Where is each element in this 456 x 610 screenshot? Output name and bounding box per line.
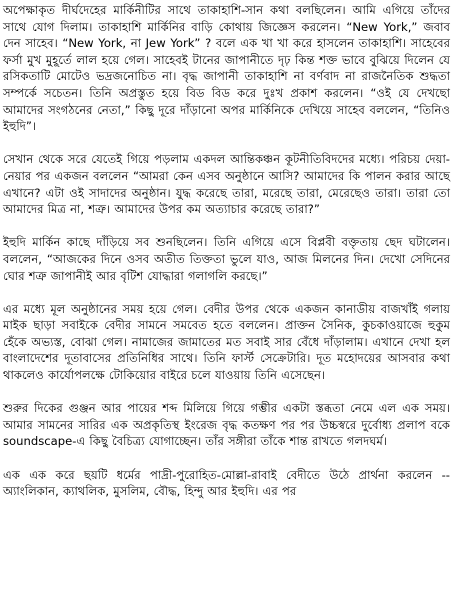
paragraph-2: সেখান থেকে সরে যেতেই গিয়ে পড়লাম একদল আন্তিকঞ্চন কূটনীতিবিদদের মধ্যে। পরিচয় দেয়া-নেয়ার পর একজন বললেন “আমরা কেন এসব অনুষ্ঠানে আসি? আমাদের কি পালন করার আছে এখানে? এটা ওই সাদাদের অনুষ্ঠান। যুদ্ধ করেছে তারা, মরেছে তারা, মেরেছেও তারা। তারা তো আমাদের মিত্র না, শত্রু। আমাদের উপর কম অত্যাচার করেছে তারা?” [3, 152, 450, 217]
paragraph-1: অপেক্ষাকৃত দীর্ঘদেহের মার্কিনীটির সাথে তাকাহাশি-সান কথা বলছিলেন। আমি এগিয়ে তাঁদের সাথে যোগ দিলাম। তাকাহাশি মার্কিনির বাড়ি কোথায় জিজ্ঞেস করলেন। “New York,” জবাব দেন সাহেব। “New York, না Jew York” ? বলে এক খা খা করে হাসলেন তাকাহাশি। সাহেবের ফর্সা মুখ মুহূর্তে লাল হয়ে গেল। সাহেবই টানের জাপানীতে দৃঢ় কিন্ত শক্ত ভাবে বুঝিয়ে দিলেন যে রসিকতাটি মোটেও ভদ্রজনোচিত না। বৃদ্ধ জাপানী তাকাহাশি না বর্ণবাদ না রাজনৈতিক শুদ্ধতা সম্পর্কে সচেতন। তিনি অপ্রস্তুত হয়ে বিড বিড করে দুঃখ প্রকাশ করলেন। “ওই যে দেখছো আমাদের সংগঠনের নেতা,” কিছু দূরে দাঁড়ানো অপর মার্কিনিকে দেখিয়ে সাহেব বললেন, “তিনিও ইহুদি”। [3, 3, 450, 134]
paragraph-3: ইহুদি মার্কিন কাছে দাঁড়িয়ে সব শুনছিলেন। তিনি এগিয়ে এসে বিপ্লবী বক্তৃতায় ছেদ ঘটালেন। বললেন, “আজকের দিনে ওসব অতীত তিক্ততা ভুলে যাও, আজ মিলনের দিন। দেখো সেদিনের ঘোর শত্রু জাপানীই আর বৃটিশ যোদ্ধারা গলাগলি করছে।” [3, 235, 450, 283]
paragraph-5: শুরুর দিকের গুঞ্জন আর পায়ের শব্দ মিলিয়ে গিয়ে গম্ভীর একটা স্তব্ধতা নেমে এল এক সময়। আমার সামনের সারির এক অপ্রকৃতিস্থ ইংরেজ বৃদ্ধ কতক্ষণ পর পর উচ্চস্বরে দুর্বোধ্য প্রলাপ বকে soundscape-এ কিছু বৈচিত্র্য যোগাচ্ছেন। তাঁর সঙ্গীরা তাঁকে শান্ত রাখতে গলদঘর্ম। [3, 401, 450, 449]
paragraph-6: এক এক করে ছয়টি ধর্মের পাদ্রী-পুরোহিত-মোল্লা-রাবাই বেদীতে উঠে প্রার্থনা করলেন -- অ্যাংলিকান, ক্যাথলিক, মুসলিম, বৌদ্ধ, হিন্দু আর ইহুদি। এর পর [3, 467, 450, 499]
paragraph-4: এর মধ্যে মূল অনুষ্ঠানের সময় হয়ে গেল। বেদীর উপর থেকে একজন কানাডীয় বাজখাঁই গলায় মাইক ছাড়া সবাইকে বেদীর সামনে সমবেত হতে বললেন। প্রাক্তন সৈনিক, কুচকাওয়াজে হুকুম হেঁকে অভ্যস্ত, বোঝা গেল। নামাজের জামাতের মত সবাই সার বেঁধে দাঁড়ালাম। এখানে দেখা হল বাংলাদেশের দূতাবাসের প্রতিনিধির সাথে। তিনি ফার্স্ট সেক্রেটারি। দূত মহোদয়ের আসবার কথা থাকলেও কার্যোপলক্ষে টোকিয়োর বাইরে চলে যাওয়ায় তিনি এসেছেন। [3, 301, 450, 383]
